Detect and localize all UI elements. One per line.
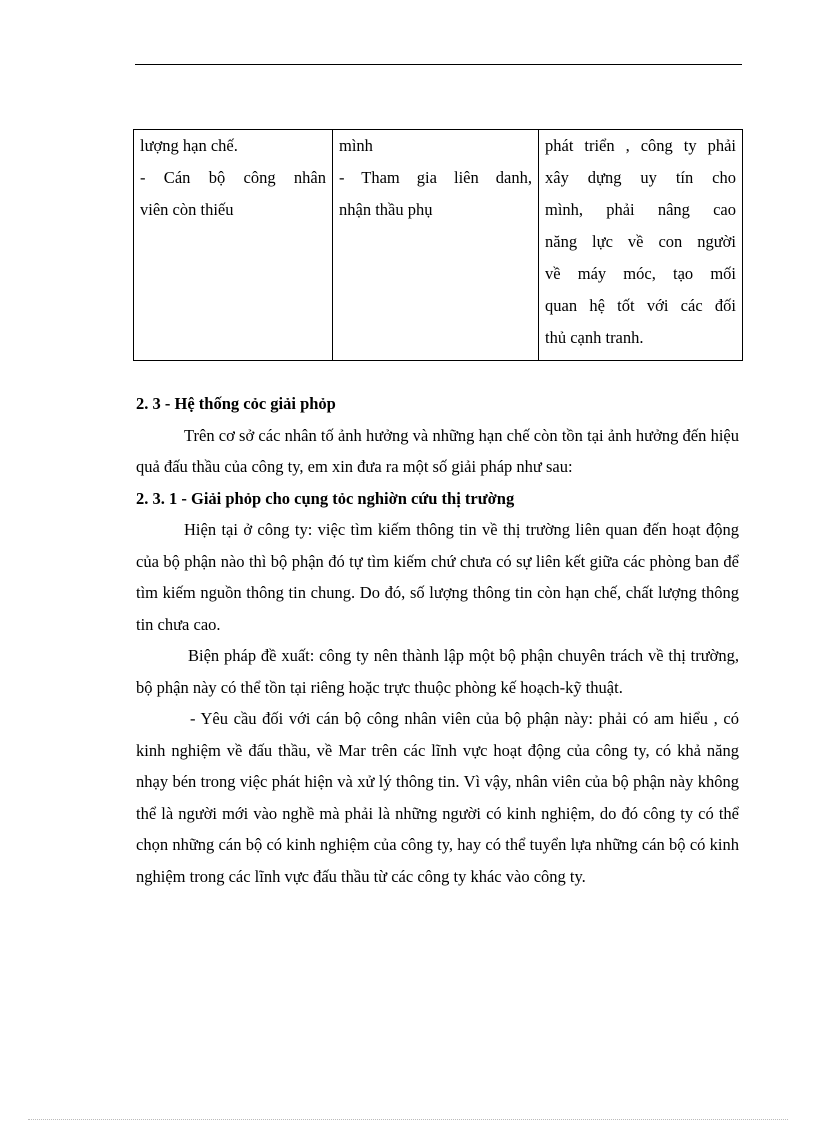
subsection-heading: 2. 3. 1 - Giải phỏp cho cụng tỏc nghiờn cứu thị trường xyxy=(136,488,515,508)
table-cell-recommendations xyxy=(539,130,743,361)
current-situation-paragraph: Hiện tại ở công ty: việc tìm kiếm thông tin về thị trường liên quan đến hoạt động của bộ phận nào thì bộ phận đó tự tìm kiếm chứ chưa có sự liên kết giữa các phòng ban để tìm kiếm nguồn thông tin chung. Do đó, số lượng thông tin còn hạn chế, chất lượng thông tin chưa cao. xyxy=(136,520,739,634)
table-cell-limitations xyxy=(134,130,333,361)
table-text-line: mình, phải nâng cao xyxy=(545,200,736,219)
page-bottom-border xyxy=(28,1119,788,1120)
table-text-line: - Tham gia liên danh, xyxy=(339,168,532,187)
comparison-table xyxy=(133,129,743,361)
proposal-paragraph: Biện pháp đề xuất: công ty nên thành lập một bộ phận chuyên trách về thị trường, bộ phận này có thể tồn tại riêng hoặc trực thuộc phòng kế hoạch-kỹ thuật. xyxy=(136,646,739,697)
requirements-paragraph: - Yêu cầu đối với cán bộ công nhân viên của bộ phận này: phải có am hiểu , có kinh nghiệm về đấu thầu, về Mar trên các lĩnh vực hoạt động của công ty, có khả năng nhạy bén trong việc phát hiện và xử lý thông tin. Vì vậy, nhân viên của bộ phận này không thể là người mới vào nghề mà phải là những người có kinh nghiệm, do đó công ty có thể chọn những cán bộ có kinh nghiệm của công ty, hay có thể tuyển lựa những cán bộ có kinh nghiệm trong các lĩnh vực đấu thầu từ các công ty khác vào công ty. xyxy=(136,709,739,886)
table-text-line: - Cán bộ công nhân xyxy=(140,168,326,187)
table-text-line: phát triển , công ty phải xyxy=(545,136,736,155)
section-heading: 2. 3 - Hệ thống cỏc giải phỏp xyxy=(136,394,336,413)
table-text-line: lượng hạn chế. xyxy=(140,136,238,155)
table-cell-actions xyxy=(333,130,539,361)
table-text-line: về máy móc, tạo mối xyxy=(545,264,736,283)
table-text-line: năng lực về con người xyxy=(545,232,736,251)
table-text-line: viên còn thiếu xyxy=(140,200,234,219)
table-text-line: quan hệ tốt với các đối xyxy=(545,296,736,315)
header-rule xyxy=(135,64,742,65)
table-row xyxy=(134,130,743,361)
table-text-line: mình xyxy=(339,136,373,155)
table-text-line: thủ cạnh tranh. xyxy=(545,328,644,347)
table-text-line: nhận thầu phụ xyxy=(339,200,433,219)
table-text-line: xây dựng uy tín cho xyxy=(545,168,736,187)
intro-paragraph: Trên cơ sở các nhân tố ảnh hưởng và những hạn chế còn tồn tại ảnh hưởng đến hiệu quả đấu thầu của công ty, em xin đưa ra một số giải pháp như sau: xyxy=(136,425,739,476)
document-body xyxy=(136,388,739,892)
